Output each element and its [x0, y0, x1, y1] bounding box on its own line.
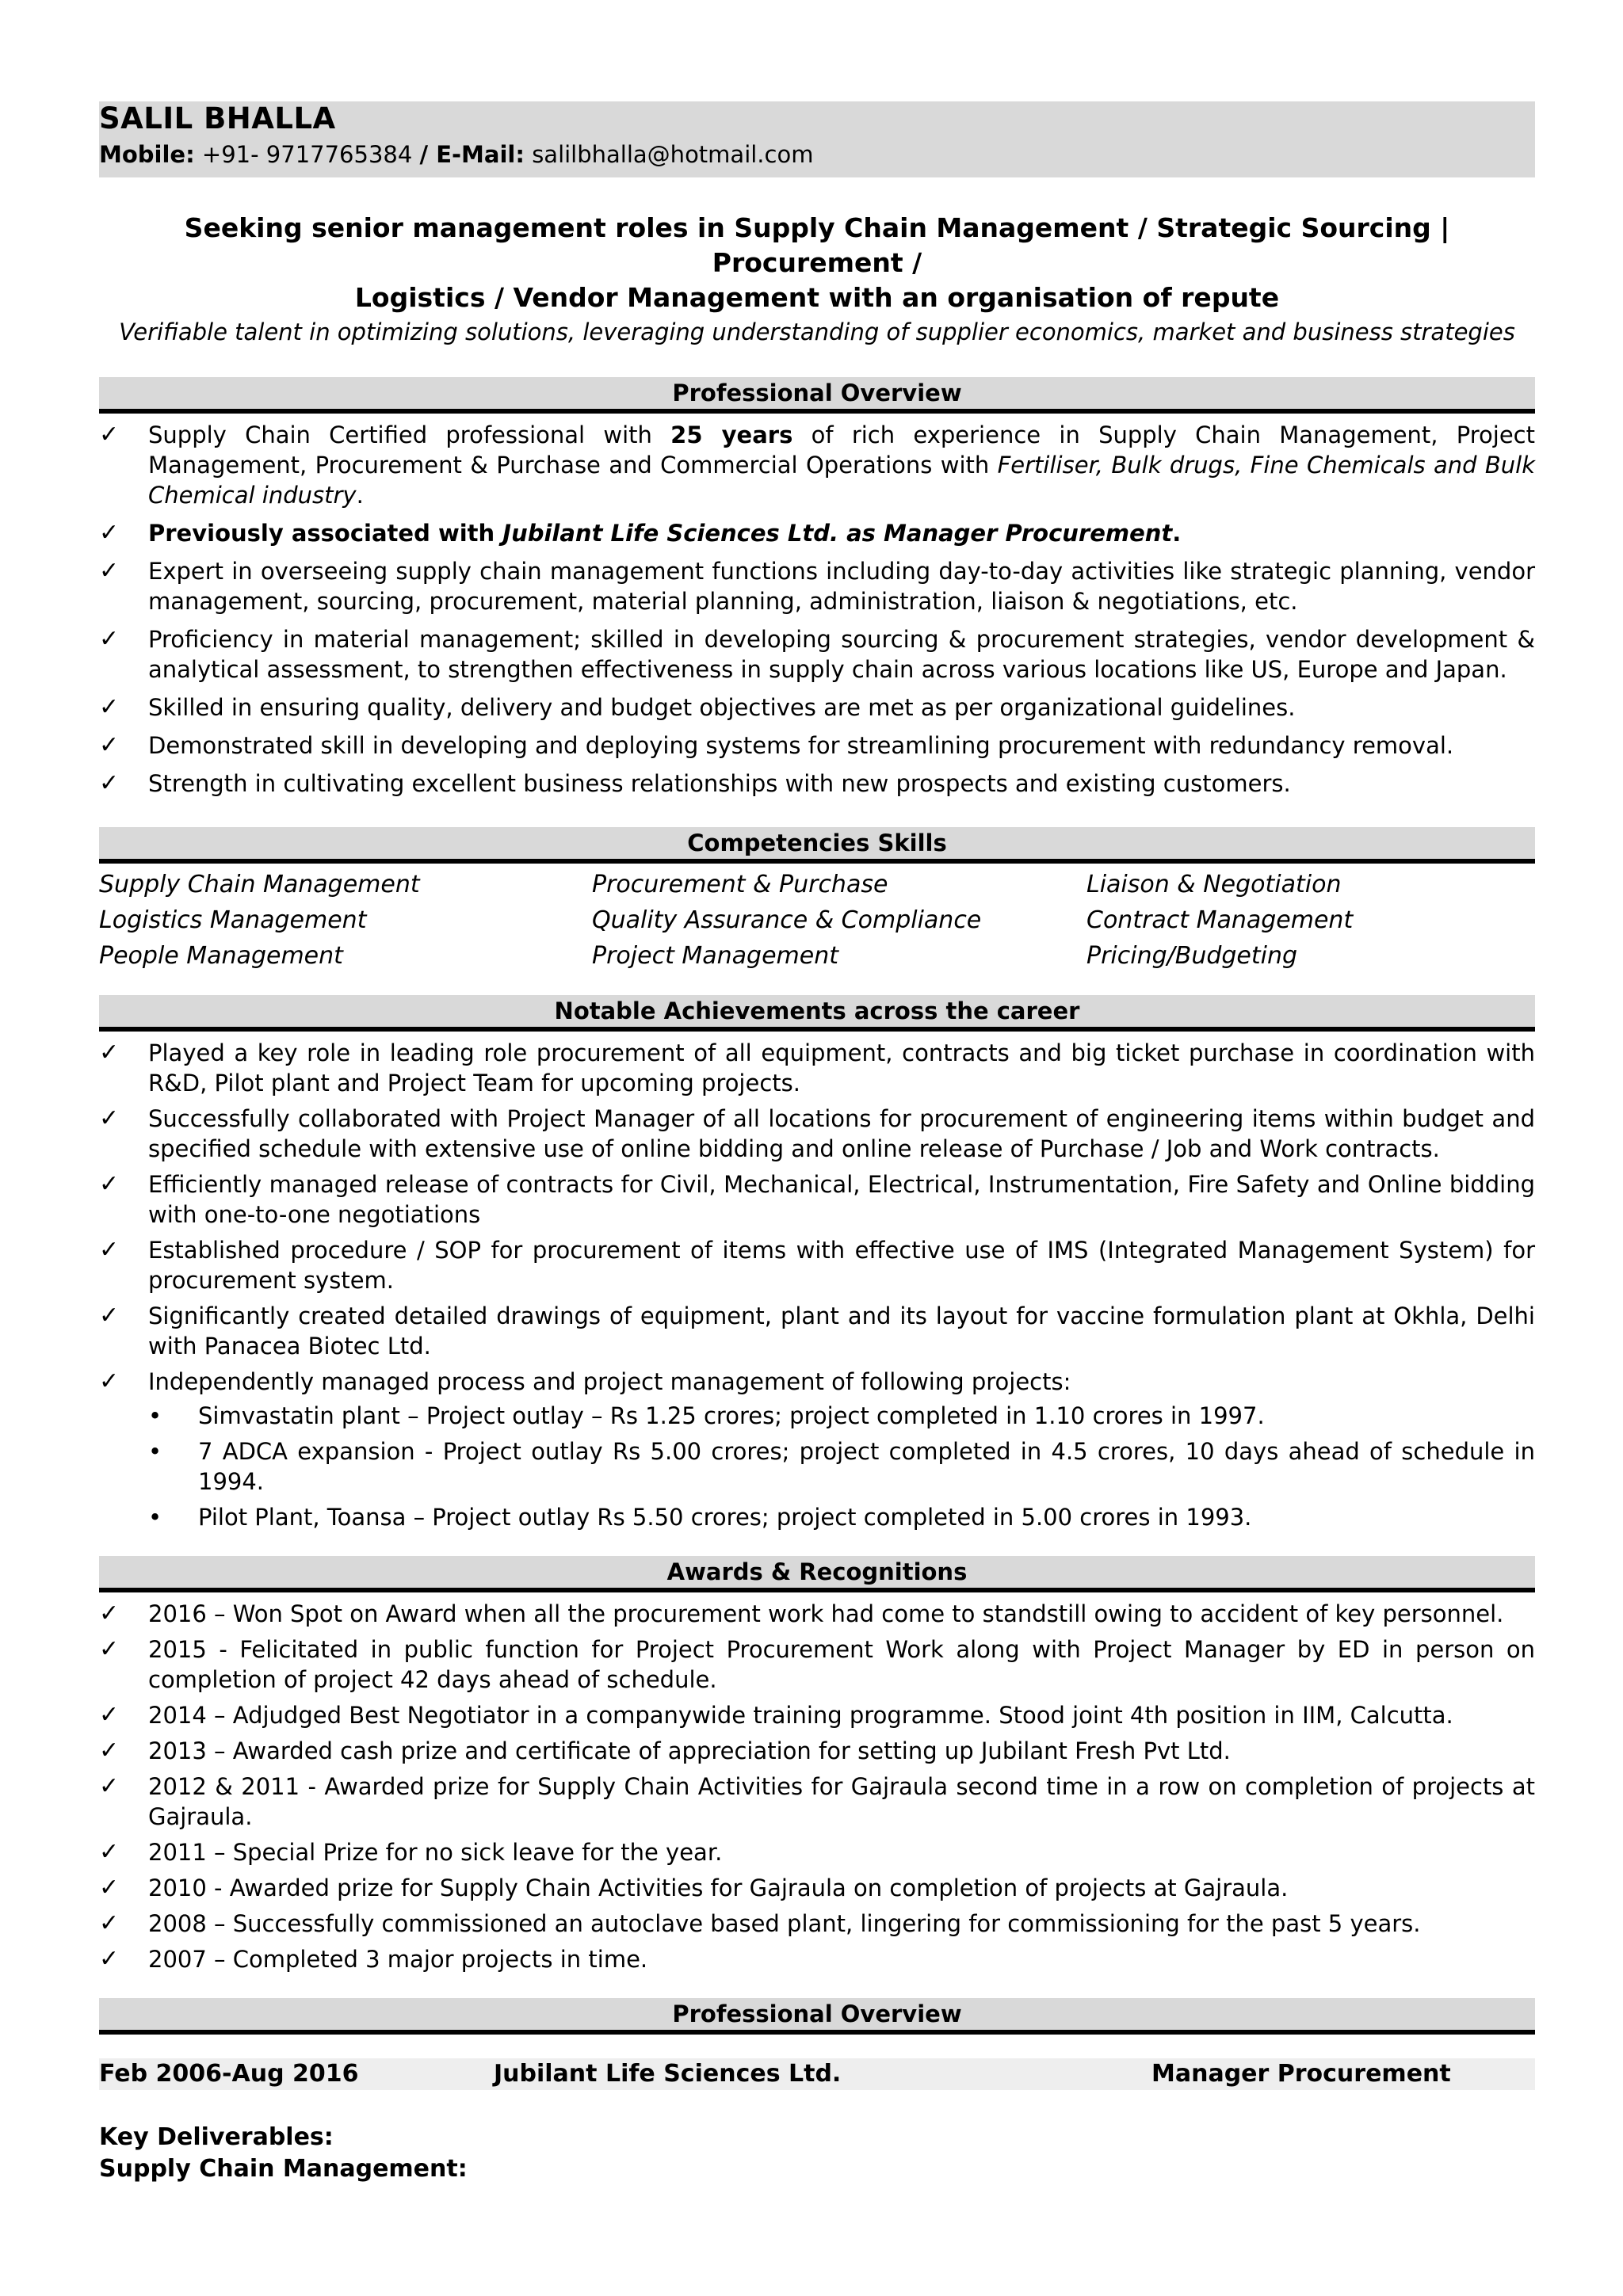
- list-item: [99, 730, 1535, 761]
- check-icon: ✓: [99, 1236, 120, 1264]
- check-icon: ✓: [99, 625, 120, 653]
- skill-item: Contract Management: [1086, 906, 1354, 934]
- text: Expert in overseeing supply chain management functions including day-to-day activities like strategic planning, vendor management, sourcing, procurement, material planning, administration, liaison & negotiations, etc.: [148, 558, 1535, 615]
- email-address[interactable]: salilbhalla@hotmail.com: [532, 141, 814, 168]
- check-icon: ✓: [99, 1838, 120, 1866]
- section-heading-experience: Professional Overview: [99, 1998, 1535, 2035]
- job-header-row: [99, 2058, 1535, 2090]
- list-item: [99, 1599, 1535, 1629]
- overview-list: [99, 420, 1535, 799]
- list-item: [99, 1104, 1535, 1164]
- list-item: [99, 769, 1535, 799]
- text: 7 ADCA expansion - Project outlay Rs 5.00 crores; project completed in 4.5 crores, 10 days ahead of schedule in 1994.: [198, 1438, 1535, 1495]
- check-icon: ✓: [99, 1701, 120, 1729]
- text: Efficiently managed release of contracts for Civil, Mechanical, Electrical, Instrumentation, Fire Safety and Online bidding with one-to-one negotiations: [148, 1171, 1535, 1228]
- bullet-icon: •: [148, 1504, 162, 1531]
- text: Established procedure / SOP for procurement of items with effective use of IMS (Integrated Management System) for procurement system.: [148, 1237, 1535, 1294]
- resume-page: [99, 101, 1535, 2185]
- skill-item: People Management: [99, 942, 343, 970]
- objective-line-1: Seeking senior management roles in Supply Chain Management / Strategic Sourcing | Procurement /: [184, 212, 1450, 278]
- skill-item: Logistics Management: [99, 906, 367, 934]
- skills-grid: [99, 870, 1535, 971]
- check-icon: ✓: [99, 1945, 120, 1973]
- check-icon: ✓: [99, 1367, 120, 1395]
- check-icon: ✓: [99, 769, 120, 797]
- text: Previously associated with: [148, 520, 503, 547]
- text: Significantly created detailed drawings of equipment, plant and its layout for vaccine formulation plant at Okhla, Delhi with Panacea Biotec Ltd.: [148, 1302, 1535, 1360]
- check-icon: ✓: [99, 1874, 120, 1901]
- supply-chain-subheading: Supply Chain Management:: [99, 2155, 468, 2183]
- check-icon: ✓: [99, 1909, 120, 1937]
- list-item: [99, 420, 1535, 510]
- text: Skilled in ensuring quality, delivery and budget objectives are met as per organizational guidelines.: [148, 694, 1296, 721]
- text: .: [356, 482, 364, 509]
- text: 2008 – Successfully commissioned an autoclave based plant, lingering for commissioning for the past 5 years.: [148, 1910, 1421, 1937]
- text: Successfully collaborated with Project Manager of all locations for procurement of engineering items within budget and specified schedule with extensive use of online bidding and online release of Purchase / Job and Work contracts.: [148, 1105, 1535, 1162]
- text: 2015 - Felicitated in public function for Project Procurement Work along with Project Manager by ED in person on completion of project 42 days ahead of schedule.: [148, 1636, 1535, 1693]
- text: Supply Chain Certified professional with: [148, 421, 671, 448]
- check-icon: ✓: [99, 693, 120, 721]
- mobile-number: +91- 9717765384: [201, 141, 413, 168]
- awards-list: [99, 1599, 1535, 1974]
- job-dates: Feb 2006-Aug 2016: [99, 2060, 359, 2088]
- list-item: [99, 1367, 1535, 1397]
- text: Strength in cultivating excellent business relationships with new prospects and existing customers.: [148, 770, 1291, 797]
- check-icon: ✓: [99, 557, 120, 585]
- list-item: [99, 1736, 1535, 1766]
- list-item: [99, 1837, 1535, 1867]
- job-role: Manager Procurement: [1151, 2060, 1451, 2088]
- check-icon: ✓: [99, 1039, 120, 1066]
- key-deliverables: [99, 2122, 1535, 2185]
- list-item: [99, 1038, 1535, 1098]
- skill-item: Liaison & Negotiation: [1086, 871, 1342, 898]
- text: 2010 - Awarded prize for Supply Chain Activities for Gajraula on completion of projects at Gajraula.: [148, 1875, 1289, 1901]
- candidate-name: SALIL BHALLA: [99, 101, 336, 135]
- text: 2016 – Won Spot on Award when all the procurement work had come to standstill owing to accident of key personnel.: [148, 1600, 1504, 1627]
- text: .: [1172, 520, 1182, 547]
- list-item: [99, 1634, 1535, 1695]
- check-icon: ✓: [99, 1302, 120, 1329]
- check-icon: ✓: [99, 1635, 120, 1663]
- achievements-list: [99, 1038, 1535, 1397]
- list-item: [99, 1235, 1535, 1295]
- check-icon: ✓: [99, 421, 120, 448]
- list-item: [99, 624, 1535, 685]
- skill-item: Supply Chain Management: [99, 871, 420, 898]
- objective-line-2: Logistics / Vendor Management with an organisation of repute: [354, 282, 1280, 313]
- text: Demonstrated skill in developing and deploying systems for streamlining procurement with redundancy removal.: [148, 732, 1454, 759]
- skill-item: Procurement & Purchase: [592, 871, 888, 898]
- text: of rich experience in Supply Chain Management, Project Management, Procurement & Purchase and Commercial Operations with: [148, 421, 1535, 479]
- list-item: [99, 556, 1535, 616]
- section-heading-achievements: Notable Achievements across the career: [99, 995, 1535, 1032]
- list-item: [99, 1873, 1535, 1903]
- section-heading-competencies: Competencies Skills: [99, 827, 1535, 864]
- objective: [99, 211, 1535, 315]
- list-item: [99, 1700, 1535, 1730]
- text: Played a key role in leading role procurement of all equipment, contracts and big ticket purchase in coordination with R&D, Pilot plant and Project Team for upcoming projects.: [148, 1039, 1535, 1097]
- check-icon: ✓: [99, 731, 120, 759]
- list-item: [99, 692, 1535, 723]
- check-icon: ✓: [99, 519, 120, 547]
- text: Independently managed process and project management of following projects:: [148, 1368, 1071, 1395]
- header-block: [99, 101, 1535, 177]
- check-icon: ✓: [99, 1737, 120, 1764]
- skill-item: Quality Assurance & Compliance: [592, 906, 982, 934]
- check-icon: ✓: [99, 1104, 120, 1132]
- check-icon: ✓: [99, 1772, 120, 1800]
- text: Simvastatin plant – Project outlay – Rs 1.25 crores; project completed in 1.10 crores in 1997.: [198, 1402, 1265, 1429]
- key-deliverables-label: Key Deliverables:: [99, 2123, 334, 2151]
- industries-highlight: Fertiliser, Bulk drugs, Fine Chemicals and Bulk Chemical industry: [148, 452, 1535, 509]
- list-item: [99, 1301, 1535, 1361]
- list-item: [99, 1502, 1535, 1532]
- list-item: [99, 1169, 1535, 1230]
- text: 2012 & 2011 - Awarded prize for Supply Chain Activities for Gajraula second time in a row on completion of projects at Gajraula.: [148, 1773, 1535, 1830]
- contact-line: [99, 141, 813, 168]
- text: 2014 – Adjudged Best Negotiator in a companywide training programme. Stood joint 4th position in IIM, Calcutta.: [148, 1702, 1453, 1729]
- section-heading-professional-overview: Professional Overview: [99, 377, 1535, 414]
- email-label: / E-Mail:: [419, 141, 525, 168]
- list-item: [99, 1909, 1535, 1939]
- list-item: [99, 1401, 1535, 1431]
- text: Pilot Plant, Toansa – Project outlay Rs 5.50 crores; project completed in 5.00 crores in 1993.: [198, 1504, 1252, 1531]
- skill-item: Pricing/Budgeting: [1086, 942, 1298, 970]
- bullet-icon: •: [148, 1438, 162, 1465]
- list-item: [99, 1436, 1535, 1497]
- years-highlight: 25 years: [670, 421, 793, 448]
- text: 2013 – Awarded cash prize and certificate of appreciation for setting up Jubilant Fresh Pvt Ltd.: [148, 1737, 1231, 1764]
- check-icon: ✓: [99, 1600, 120, 1627]
- projects-list: [99, 1401, 1535, 1532]
- check-icon: ✓: [99, 1170, 120, 1198]
- section-heading-awards: Awards & Recognitions: [99, 1556, 1535, 1592]
- list-item: [99, 518, 1535, 548]
- job-company: Jubilant Life Sciences Ltd.: [494, 2060, 842, 2088]
- list-item: [99, 1772, 1535, 1832]
- previous-role: Jubilant Life Sciences Ltd. as Manager Procurement: [502, 520, 1173, 547]
- mobile-label: Mobile:: [99, 141, 195, 168]
- list-item: [99, 1944, 1535, 1974]
- text: 2011 – Special Prize for no sick leave for the year.: [148, 1839, 723, 1866]
- skill-item: Project Management: [592, 942, 838, 970]
- text: Proficiency in material management; skilled in developing sourcing & procurement strategies, vendor development & analytical assessment, to strengthen effectiveness in supply chain across various locations like US, Europe and Japan.: [148, 626, 1535, 683]
- bullet-icon: •: [148, 1402, 162, 1429]
- text: 2007 – Completed 3 major projects in time.: [148, 1946, 648, 1973]
- tagline: Verifiable talent in optimizing solutions, leveraging understanding of supplier economics, market and business strategies: [119, 318, 1515, 345]
